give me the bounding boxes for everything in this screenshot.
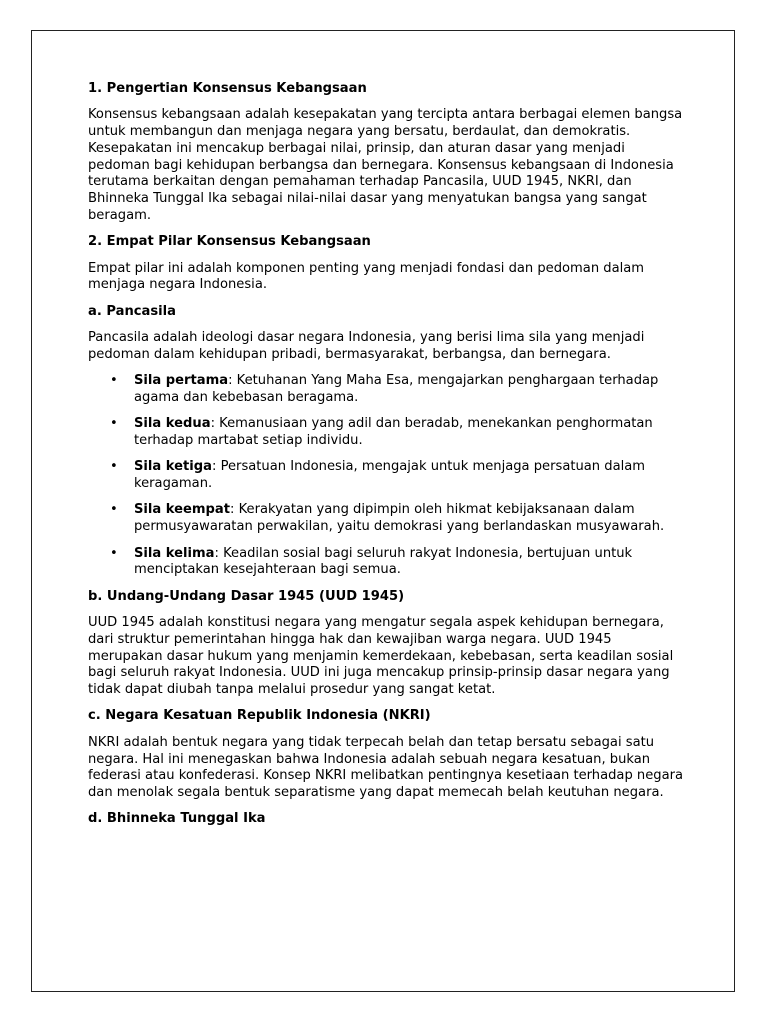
subsection-paragraph-uud-1945: UUD 1945 adalah konstitusi negara yang mengatur segala aspek kehidupan bernegara, dari struktur pemerintahan hingga hak dan kewajiban warga negara. UUD 1945 merupakan dasar hukum yang menjamin kemerdekaan, kebebasan, serta keadilan sosial bagi seluruh rakyat Indonesia. UUD ini juga mencakup prinsip-prinsip dasar negara yang tidak dapat diubah tanpa melalui prosedur yang sangat ketat. (88, 614, 674, 698)
bullet-icon: • (110, 416, 118, 432)
list-item-text: : Keadilan sosial bagi seluruh rakyat Indonesia, bertujuan untuk menciptakan kesejahteraan bagi semua. (134, 545, 633, 578)
list-item-term: Sila kedua (134, 416, 211, 432)
subsection-heading-nkri: c. Negara Kesatuan Republik Indonesia (NKRI) (88, 708, 431, 724)
list-item-sila-keempat (88, 502, 688, 536)
list-item-text: : Persatuan Indonesia, mengajak untuk menjaga persatuan dalam keragaman. (134, 459, 646, 492)
list-item-sila-pertama (88, 373, 688, 407)
subsection-heading-bhinneka-tunggal-ika: d. Bhinneka Tunggal Ika (88, 811, 266, 827)
section-heading-empat-pilar: 2. Empat Pilar Konsensus Kebangsaan (88, 234, 371, 250)
subsection-paragraph-pancasila: Pancasila adalah ideologi dasar negara Indonesia, yang berisi lima sila yang menjadi pedoman dalam kehidupan pribadi, bermasyarakat, berbangsa, dan bernegara. (88, 330, 645, 362)
section-paragraph-empat-pilar: Empat pilar ini adalah komponen penting yang menjadi fondasi dan pedoman dalam menjaga negara Indonesia. (88, 260, 645, 293)
bullet-icon: • (110, 545, 118, 561)
bullet-icon: • (110, 502, 118, 518)
subsection-heading-pancasila: a. Pancasila (88, 303, 176, 319)
list-item-text: : Kerakyatan yang dipimpin oleh hikmat kebijaksanaan dalam permusyawaratan perwakilan, yaitu demokrasi yang berlandaskan musyawarah. (134, 502, 665, 535)
list-item-term: Sila kelima (134, 545, 215, 561)
list-item-sila-ketiga (88, 459, 688, 493)
subsection-heading-uud-1945: b. Undang-Undang Dasar 1945 (UUD 1945) (88, 588, 405, 604)
sila-list (88, 373, 688, 579)
bullet-icon: • (110, 373, 118, 389)
list-item-text: : Ketuhanan Yang Maha Esa, mengajarkan penghargaan terhadap agama dan kebebasan beragama. (134, 373, 659, 405)
document-content (88, 81, 688, 838)
list-item-term: Sila ketiga (134, 459, 212, 475)
list-item-text: : Kemanusiaan yang adil dan beradab, menekankan penghormatan terhadap martabat setiap individu. (134, 416, 653, 449)
list-item-term: Sila pertama (134, 373, 229, 389)
section-paragraph-pengertian: Konsensus kebangsaan adalah kesepakatan yang tercipta antara berbagai elemen bangsa untuk membangun dan menjaga negara yang bersatu, berdaulat, dan demokratis. Kesepakatan ini mencakup berbagai nilai, prinsip, dan aturan dasar yang menjadi pedoman bagi kehidupan berbangsa dan bernegara. Konsensus kebangsaan di Indonesia terutama berkaitan dengan pemahaman terhadap Pancasila, UUD 1945, NKRI, dan Bhinneka Tunggal Ika sebagai nilai-nilai dasar yang menyatukan bangsa yang sangat beragam. (88, 107, 683, 224)
document-page (31, 30, 735, 992)
list-item-sila-kelima (88, 546, 688, 580)
subsection-paragraph-nkri: NKRI adalah bentuk negara yang tidak terpecah belah dan tetap bersatu sebagai satu negara. Hal ini menegaskan bahwa Indonesia adalah sebuah negara kesatuan, bukan federasi atau konfederasi. Konsep NKRI melibatkan pentingnya kesetiaan terhadap negara dan menolak segala bentuk separatisme yang dapat memecah belah keutuhan negara. (88, 734, 684, 801)
section-heading-pengertian: 1. Pengertian Konsensus Kebangsaan (88, 81, 367, 96)
list-item-term: Sila keempat (134, 502, 231, 518)
list-item-sila-kedua (88, 416, 688, 450)
bullet-icon: • (110, 459, 118, 475)
